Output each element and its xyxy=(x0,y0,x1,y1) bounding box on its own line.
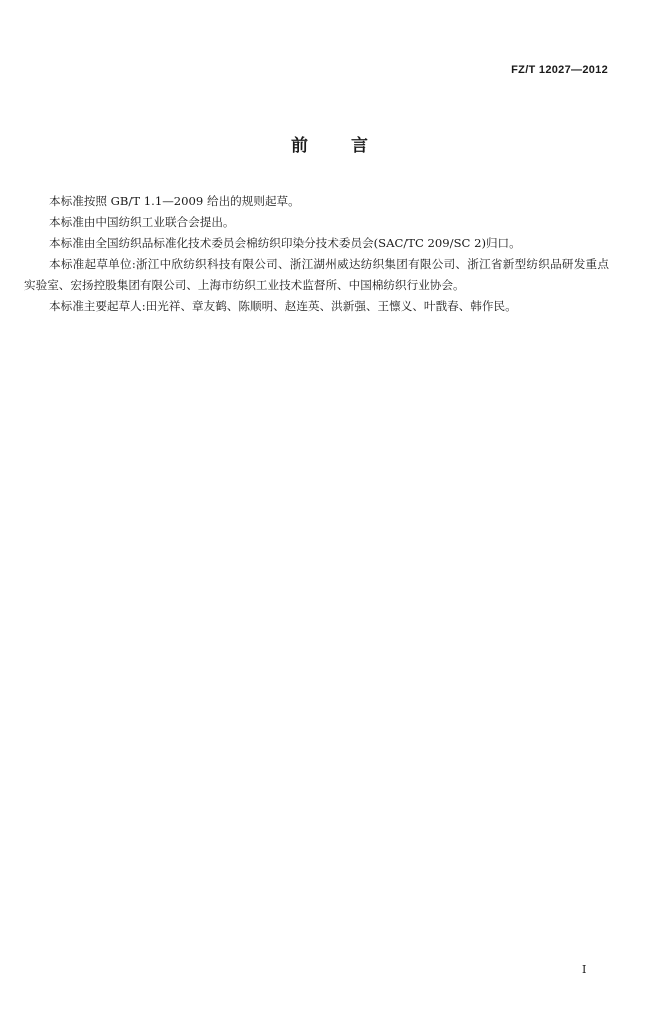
preface-body xyxy=(24,191,609,317)
paragraph-committee: 本标准由全国纺织品标准化技术委员会棉纺织印染分技术委员会(SAC/TC 209/SC 2)归口。 xyxy=(49,236,521,250)
page-title xyxy=(0,131,660,156)
paragraph-proposer: 本标准由中国纺织工业联合会提出。 xyxy=(49,215,235,229)
page-title-char-1: 前 xyxy=(291,136,309,156)
paragraph-drafting-rules: 本标准按照 GB/T 1.1—2009 给出的规则起草。 xyxy=(49,194,300,208)
page-number: I xyxy=(582,963,587,976)
paragraph-drafting-units: 本标准起草单位:浙江中欣纺织科技有限公司、浙江湖州威达纺织集团有限公司、浙江省新型纺织品研发重点实验室、宏扬控股集团有限公司、上海市纺织工业技术监督所、中国棉纺织行业协会。 xyxy=(24,257,609,292)
page-title-char-2: 言 xyxy=(351,136,369,156)
paragraph-drafters: 本标准主要起草人:田光祥、章友鹤、陈顺明、赵连英、洪新强、王懔义、叶戬春、韩作民。 xyxy=(49,299,517,313)
standard-code: FZ/T 12027—2012 xyxy=(511,64,608,76)
